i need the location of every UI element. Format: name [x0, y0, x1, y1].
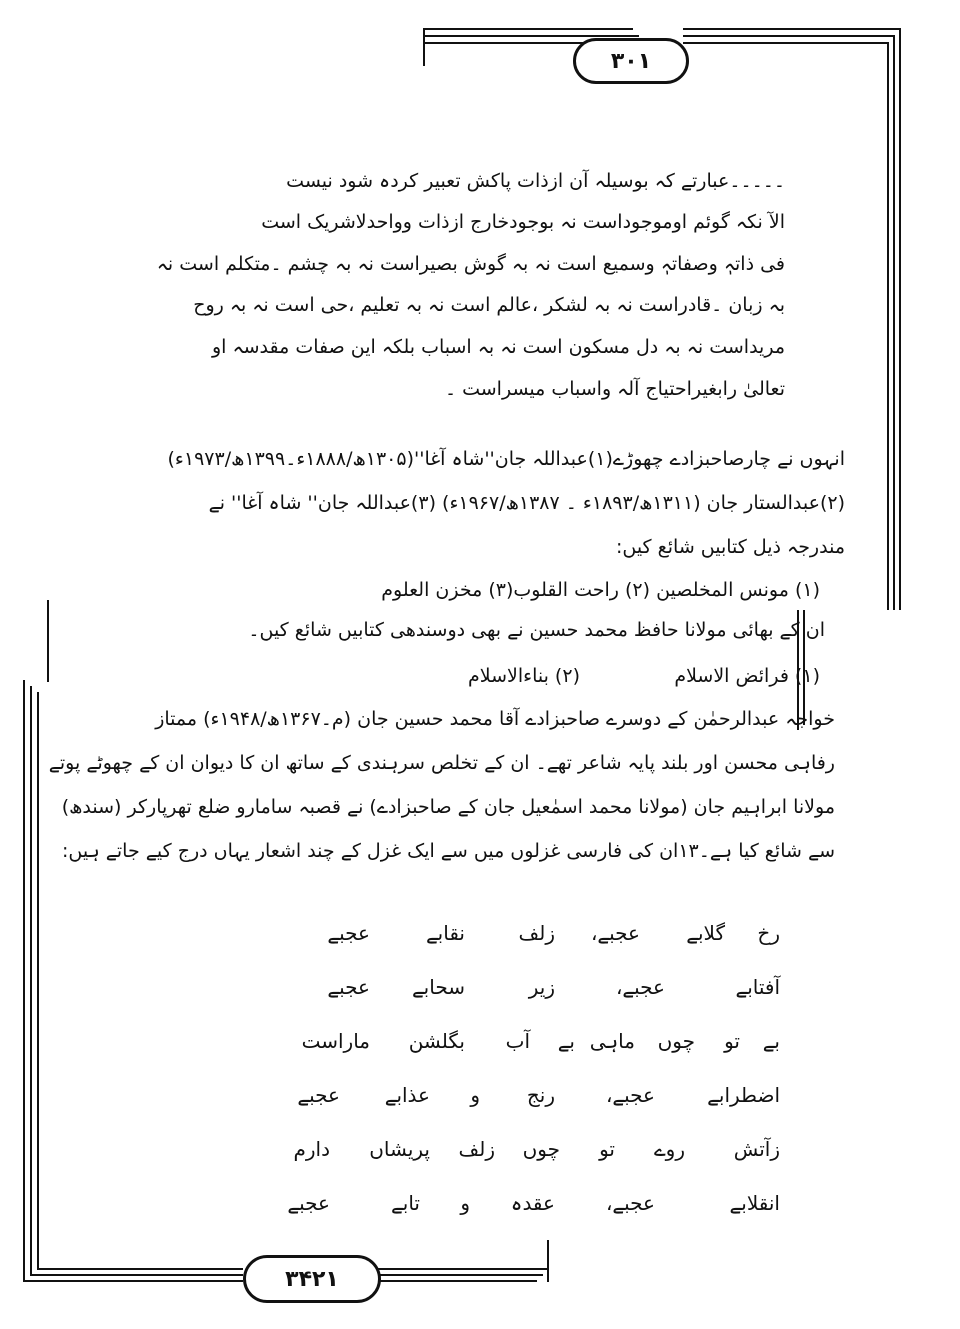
quote-line: تعالیٰ رابغیراحتیاج آلہ واسباب میسراست ۔: [444, 378, 785, 400]
verse-word: انقلابے: [729, 1191, 780, 1215]
verse-word: عذابے: [384, 1083, 430, 1107]
verse-word: زلف: [458, 1137, 495, 1161]
frame-left-vertical-1: [23, 680, 25, 1280]
books-list-1: (۱) مونس المخلصین (۲) راحت القلوب(۳) مخزن العلوم: [381, 579, 820, 601]
verse-word: تو: [724, 1029, 740, 1053]
verse-word: چوں: [657, 1029, 695, 1053]
quote-line: بہ زبان ۔قادراست نہ بہ لشکر ،عالم است نہ بہ تعلیم ،حی است نہ بہ روح: [193, 294, 785, 316]
verse-word: عجبے،: [605, 1191, 655, 1215]
paragraph-line: انہوں نے چارصاحبزادے چھوڑے(۱)عبداللہ جان''شاہ آغا''(۱۳۰۵ھ/۱۸۸۸ء۔۱۳۹۹ھ/۱۹۷۳ء): [167, 448, 845, 470]
verse-word: تابے: [391, 1191, 420, 1215]
verse-word: گلابے: [686, 921, 725, 945]
frame-right-vertical-1: [899, 28, 901, 610]
verse-word: سحابے: [411, 975, 465, 999]
verse-word: و: [470, 1083, 480, 1107]
verse-word: رخ: [757, 921, 780, 945]
paragraph-line: (۲)عبدالستار جان (۱۳۱۱ھ/۱۸۹۳ء ۔ ۱۳۸۷ھ/۱۹۶۷ء) (۳)عبداللہ جان'' شاہ آغا'' نے: [208, 492, 845, 514]
verse-line: [200, 972, 780, 1002]
book-item: (۱) فرائض الاسلام: [674, 665, 820, 687]
frame-right-vertical-2: [893, 35, 895, 610]
frame-top-rule-2: [425, 35, 639, 37]
verse-word: آفتابے: [735, 975, 780, 999]
verse-word: و: [460, 1191, 470, 1215]
verse-word: بگلشن: [408, 1029, 465, 1053]
verse-word: آب: [505, 1029, 530, 1053]
verse-line: [200, 1188, 780, 1218]
verse-word: عجبے،: [590, 921, 640, 945]
verse-word: روے: [653, 1137, 685, 1161]
quote-line: الآ نکہ گوئم اوموجوداست نہ بوجودخارج ازذات وواحدلاشریک است: [261, 211, 785, 233]
frame-top-right-rule-1: [683, 28, 901, 30]
verse-word: نقابے: [425, 921, 465, 945]
verse-word: چوں: [522, 1137, 560, 1161]
frame-top-rule-1: [425, 28, 633, 30]
frame-bottom-right-vertical: [547, 1240, 549, 1282]
page-number-bottom: ۳۴۲۱: [243, 1255, 381, 1303]
verse-word: اضطرابے: [707, 1083, 780, 1107]
verse-word: ماراست: [301, 1029, 370, 1053]
verse-line: [200, 1080, 780, 1110]
verse-word: عجبے: [297, 1083, 340, 1107]
verse-line: [200, 1026, 780, 1056]
verse-word: عجبے: [327, 975, 370, 999]
verse-word: عقدہ: [510, 1191, 555, 1215]
frame-top-right-rule-3: [683, 42, 889, 44]
frame-bottom-right-rule-2: [377, 1274, 543, 1276]
verse-word: عجبے،: [605, 1083, 655, 1107]
verse-word: بے: [557, 1029, 575, 1053]
frame-left-vertical-2: [30, 686, 32, 1274]
verse-line: [200, 1134, 780, 1164]
quote-line: فی ذاتہٖ وصفاتہٖ وسمیع است نہ بہ گوش بصیراست نہ بہ چشم ۔متکلم است نہ: [156, 253, 785, 275]
frame-bottom-right-rule-3: [377, 1268, 549, 1270]
verse-word: رنج: [526, 1083, 555, 1107]
quote-line: ۔۔۔۔۔عبارتے کہ بوسیلہ آن ازذات پاکش تعبیر کردہ شود نیست: [286, 170, 785, 192]
frame-bottom-rule-2: [30, 1274, 243, 1276]
verse-word: بے: [762, 1029, 780, 1053]
book-item: (۲) بناءالاسلام: [468, 665, 580, 687]
verse-word: عجبے،: [615, 975, 665, 999]
quote-line: مریداست نہ بہ دل مسکون است نہ بہ اسباب بلکہ این صفات مقدسہ او: [211, 336, 785, 358]
verse-line: [200, 918, 780, 948]
verse-word: عجبے: [327, 921, 370, 945]
paragraph-line: مولانا ابراہیم جان (مولانا محمد اسمٰعیل جان کے صاحبزادے) نے قصبہ سامارو ضلع تھرپارکر (سندھ): [61, 796, 835, 818]
verse-word: ماہی: [589, 1029, 635, 1053]
page-number-top: ۳۰۱: [573, 38, 689, 84]
verse-word: زلف: [518, 921, 555, 945]
paragraph-line: سے شائع کیا ہے۔۱۳ان کی فارسی غزلوں میں سے ایک غزل کے چند اشعار یہاں درج کیے جاتے ہیں:: [61, 840, 835, 862]
frame-top-left-vertical: [423, 28, 425, 66]
paragraph-brother: ان کے بھائی مولانا حافظ محمد حسین نے بھی دوسندھی کتابیں شائع کیں۔: [248, 619, 825, 641]
verse-word: پریشاں: [369, 1137, 430, 1161]
frame-bottom-rule-1: [23, 1280, 243, 1282]
verse-word: دارم: [293, 1137, 330, 1161]
frame-bottom-rule-3: [37, 1268, 243, 1270]
frame-left-upper-vertical: [47, 600, 49, 682]
verse-word: تو: [599, 1137, 615, 1161]
frame-bottom-right-rule-1: [377, 1280, 537, 1282]
paragraph-line: خواجہ عبدالرحمٰن کے دوسرے صاحبزادے آقا محمد حسین جان (م۔۱۳۶۷ھ/۱۹۴۸ء) ممتاز: [155, 708, 835, 730]
frame-left-vertical-3: [37, 692, 39, 1268]
verse-word: عجبے: [287, 1191, 330, 1215]
paragraph-line: مندرجہ ذیل کتابیں شائع کیں:: [615, 536, 845, 558]
verse-word: زآتش: [733, 1137, 780, 1161]
frame-right-vertical-3: [887, 42, 889, 610]
frame-top-right-rule-2: [683, 35, 895, 37]
verse-word: زیر: [528, 975, 555, 999]
paragraph-line: رفاہی محسن اور بلند پایہ شاعر تھے۔ ان کے تخلص سرہندی کے ساتھ ان کا دیوان ان کے چھوٹے پوتے: [48, 752, 835, 774]
